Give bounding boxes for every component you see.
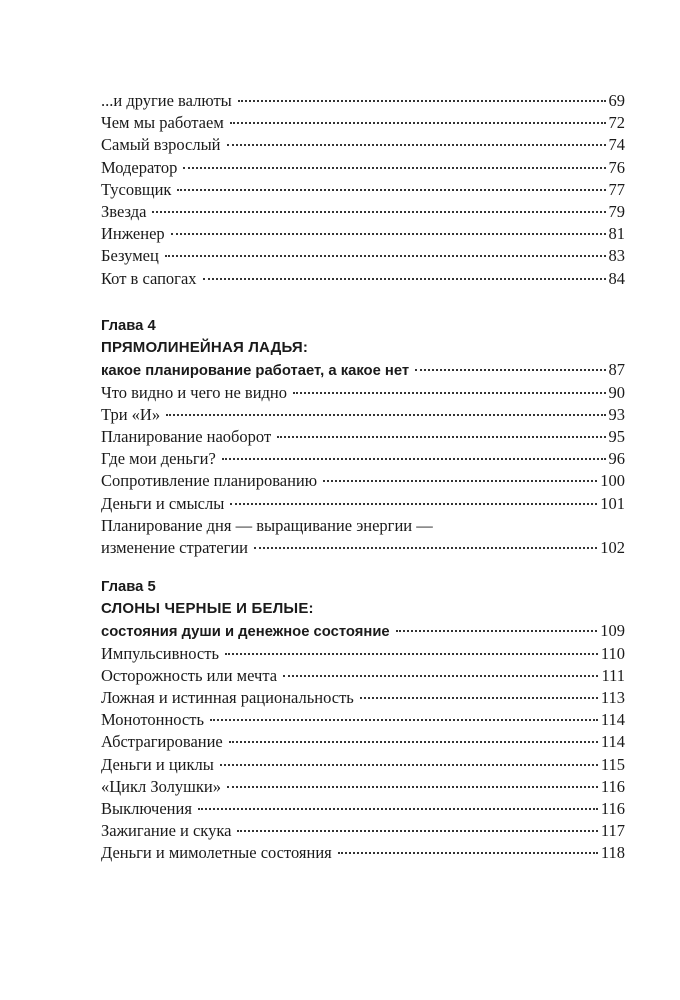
toc-entry[interactable]	[101, 201, 625, 223]
dot-leader	[227, 143, 606, 146]
toc-entry-title: Планирование наоборот	[101, 426, 272, 446]
toc-entry[interactable]	[101, 404, 625, 426]
toc-entry-page: 114	[600, 732, 625, 752]
toc-entry-page: 74	[608, 135, 625, 155]
chapter-label: Глава 4	[101, 318, 156, 334]
dot-leader	[225, 652, 598, 655]
toc-entry[interactable]	[101, 112, 625, 134]
dot-leader	[283, 674, 598, 677]
dot-leader	[222, 457, 606, 460]
toc-entry[interactable]	[101, 754, 625, 776]
dot-leader	[254, 546, 597, 549]
toc-entry[interactable]	[101, 643, 625, 665]
toc-entry-page: 117	[600, 821, 625, 841]
toc-entry-page: 83	[608, 246, 625, 266]
toc-entry-page: 76	[608, 157, 625, 177]
toc-section-chapter-5	[101, 576, 625, 864]
dot-leader	[415, 368, 605, 371]
toc-entry-title: Деньги и мимолетные состояния	[101, 843, 332, 863]
dot-leader	[230, 502, 597, 505]
toc-entry-title: Деньги и циклы	[101, 754, 214, 774]
toc-entry[interactable]	[101, 426, 625, 448]
toc-entry-title-line1[interactable]: Планирование дня — выращивание энергии —	[101, 515, 433, 535]
dot-leader	[227, 785, 598, 788]
toc-entry-title: Чем мы работаем	[101, 113, 224, 133]
dot-leader	[171, 232, 606, 235]
toc-entry-title: Безумец	[101, 246, 159, 266]
toc-entry-page: 111	[601, 665, 625, 685]
toc-entry-title: Звезда	[101, 201, 147, 221]
toc-entry[interactable]	[101, 776, 625, 798]
toc-entry[interactable]	[101, 493, 625, 515]
dot-leader	[198, 807, 598, 810]
toc-entry-page: 101	[600, 493, 625, 513]
toc-entry[interactable]	[101, 470, 625, 492]
toc-section-chapter-4	[101, 315, 625, 559]
toc-entry[interactable]	[101, 90, 625, 112]
dot-leader	[238, 99, 606, 102]
toc-entry-page: 115	[600, 754, 625, 774]
toc-section-top	[101, 90, 625, 290]
toc-entry[interactable]	[101, 798, 625, 820]
toc-entry-page: 100	[600, 471, 625, 491]
toc-entry-title: какое планирование работает, а какое нет	[101, 363, 410, 380]
chapter-subtitle-entry[interactable]	[101, 359, 625, 381]
toc-entry[interactable]	[101, 842, 625, 864]
toc-entry-title: Три «И»	[101, 404, 161, 424]
toc-entry-page: 118	[600, 843, 625, 863]
dot-leader	[229, 740, 598, 743]
dot-leader	[166, 413, 605, 416]
toc-entry-title: Самый взрослый	[101, 135, 221, 155]
toc-entry-title: ...и другие валюты	[101, 91, 232, 110]
toc-entry-title: Импульсивность	[101, 643, 219, 663]
toc-entry[interactable]	[101, 179, 625, 201]
toc-entry-page: 113	[600, 687, 625, 707]
toc-entry[interactable]	[101, 157, 625, 179]
toc-entry[interactable]	[101, 687, 625, 709]
toc-entry-page: 90	[608, 382, 625, 402]
toc-entry[interactable]	[101, 820, 625, 842]
toc-entry[interactable]	[101, 382, 625, 404]
toc-entry-title: Зажигание и скука	[101, 821, 232, 841]
dot-leader	[210, 718, 598, 721]
toc-entry-page: 95	[608, 426, 625, 446]
toc-entry-title: Кот в сапогах	[101, 268, 197, 288]
toc-entry-page: 77	[608, 179, 625, 199]
toc-entry[interactable]	[101, 134, 625, 156]
toc-entry-title: Сопротивление планированию	[101, 471, 318, 491]
dot-leader	[203, 277, 606, 280]
toc-entry-page: 102	[600, 537, 625, 557]
toc-entry-title: состояния души и денежное состояние	[101, 624, 390, 641]
toc-entry-page: 72	[608, 113, 625, 133]
dot-leader	[293, 391, 606, 394]
dot-leader	[396, 629, 598, 632]
toc-entry[interactable]	[101, 709, 625, 731]
dot-leader	[237, 829, 597, 832]
dot-leader	[177, 188, 605, 191]
toc-entry-title: Где мои деньги?	[101, 449, 216, 469]
toc-entry[interactable]	[101, 223, 625, 245]
dot-leader	[323, 479, 597, 482]
toc-entry[interactable]	[101, 731, 625, 753]
toc-entry-page: 114	[600, 710, 625, 730]
toc-entry[interactable]	[101, 537, 625, 559]
chapter-label: Глава 5	[101, 579, 156, 595]
toc-entry[interactable]	[101, 245, 625, 267]
toc-entry-page: 84	[608, 268, 625, 288]
toc-entry[interactable]	[101, 665, 625, 687]
toc-entry-title-line2: изменение стратегии	[101, 537, 248, 557]
toc-entry-page: 116	[600, 798, 625, 818]
toc-entry-title: Осторожность или мечта	[101, 665, 278, 685]
chapter-subtitle-entry[interactable]	[101, 620, 625, 642]
toc-entry-page: 116	[600, 776, 625, 796]
dot-leader	[183, 166, 605, 169]
toc-entry-title: «Цикл Золушки»	[101, 776, 221, 796]
toc-entry-title: Что видно и чего не видно	[101, 382, 287, 402]
dot-leader	[165, 254, 606, 257]
toc-entry-title: Ложная и истинная рациональность	[101, 687, 354, 707]
chapter-title: ПРЯМОЛИНЕЙНАЯ ЛАДЬЯ:	[101, 339, 309, 357]
toc-entry-page: 79	[608, 201, 625, 221]
toc-entry-page: 96	[608, 449, 625, 469]
chapter-title: СЛОНЫ ЧЕРНЫЕ И БЕЛЫЕ:	[101, 600, 314, 618]
toc-entry-title: Монотонность	[101, 710, 204, 730]
toc-entry-title: Модератор	[101, 157, 178, 177]
toc-entry-page: 109	[600, 621, 625, 641]
dot-leader	[220, 763, 598, 766]
toc-entry-page: 81	[608, 224, 625, 244]
toc-entry-title: Деньги и смыслы	[101, 493, 225, 513]
dot-leader	[338, 851, 598, 854]
toc-entry-page: 69	[608, 91, 625, 110]
dot-leader	[360, 696, 598, 699]
toc-entry[interactable]	[101, 448, 625, 470]
dot-leader	[152, 210, 605, 213]
toc-entry-title: Инженер	[101, 224, 165, 244]
toc-entry-title: Абстрагирование	[101, 732, 223, 752]
toc-entry-title: Выключения	[101, 798, 192, 818]
toc-entry-page: 93	[608, 404, 625, 424]
toc-entry-page: 87	[608, 360, 625, 380]
dot-leader	[277, 435, 605, 438]
toc-entry[interactable]	[101, 268, 625, 290]
toc-entry-title: Тусовщик	[101, 179, 172, 199]
toc-entry-page: 110	[600, 643, 625, 663]
dot-leader	[230, 121, 606, 124]
